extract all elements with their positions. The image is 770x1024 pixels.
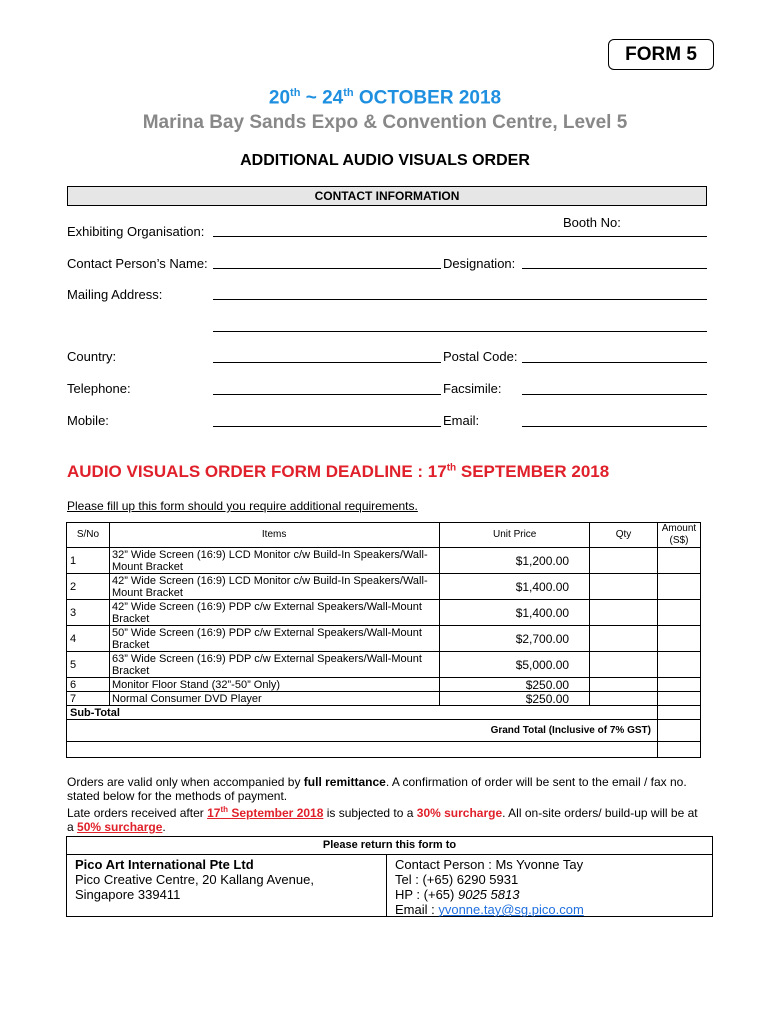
terms-text: . All on-site orders/ build-up will be at a xyxy=(67,806,698,834)
row-price: $5,000.00 xyxy=(440,652,590,678)
header-amount: Amount (S$) xyxy=(657,523,700,548)
row-amount-field[interactable] xyxy=(657,678,700,692)
row-price: $2,700.00 xyxy=(440,626,590,652)
items-table xyxy=(66,522,701,758)
row-item: 63” Wide Screen (16:9) PDP c/w External Speakers/Wall-Mount Bracket xyxy=(109,652,439,678)
row-amount-field[interactable] xyxy=(657,626,700,652)
late-date-month: September 2018 xyxy=(228,806,324,820)
table-row xyxy=(67,692,701,706)
terms-full-remittance: full remittance xyxy=(303,775,386,789)
fill-instruction: Please fill up this form should you require additional requirements. xyxy=(67,499,418,513)
hp-number: 9025 5813 xyxy=(457,887,520,902)
venue-title: Marina Bay Sands Expo & Convention Centre, Level 5 xyxy=(142,112,628,133)
subtotal-label: Sub-Total xyxy=(67,706,658,720)
mailing-address-label: Mailing Address: xyxy=(67,287,163,302)
mailing-address-field-1[interactable] xyxy=(213,299,707,300)
country-field[interactable] xyxy=(213,362,441,363)
table-row xyxy=(67,626,701,652)
row-price: $1,400.00 xyxy=(440,600,590,626)
row-amount-field[interactable] xyxy=(657,692,700,706)
row-sno: 1 xyxy=(67,548,110,574)
terms-late-surcharge: 30% surcharge xyxy=(416,806,503,820)
row-item: 32” Wide Screen (16:9) LCD Monitor c/w Build-In Speakers/Wall-Mount Bracket xyxy=(109,548,439,574)
terms-onsite-surcharge: 50% surcharge xyxy=(77,820,163,834)
blank-cell xyxy=(67,742,658,758)
email-label: Email: xyxy=(443,413,480,428)
grand-total-label: Grand Total (Inclusive of 7% GST) xyxy=(67,720,658,742)
row-price: $250.00 xyxy=(440,678,590,692)
late-date-suffix: th xyxy=(220,805,228,814)
row-price: $1,400.00 xyxy=(440,574,590,600)
table-row xyxy=(67,548,701,574)
header-unit-price: Unit Price xyxy=(440,523,590,548)
return-title: Please return this form to xyxy=(67,837,712,855)
terms-text: is subjected to a xyxy=(323,806,417,820)
row-qty-field[interactable] xyxy=(590,692,658,706)
terms-text: Orders are valid only when accompanied by xyxy=(67,775,304,789)
booth-label: Booth No: xyxy=(563,215,621,230)
telephone-label: Telephone: xyxy=(67,381,131,396)
table-row xyxy=(67,600,701,626)
telephone-field[interactable] xyxy=(213,394,441,395)
table-row xyxy=(67,652,701,678)
row-sno: 3 xyxy=(67,600,110,626)
email-field[interactable] xyxy=(522,426,707,427)
date-start-suffix: th xyxy=(290,87,301,99)
blank-amount-field[interactable] xyxy=(657,742,700,758)
row-item: Monitor Floor Stand (32”-50” Only) xyxy=(109,678,439,692)
header-qty: Qty xyxy=(590,523,658,548)
row-amount-field[interactable] xyxy=(657,548,700,574)
date-month-year: OCTOBER 2018 xyxy=(353,87,502,109)
row-sno: 7 xyxy=(67,692,110,706)
row-qty-field[interactable] xyxy=(590,626,658,652)
terms-text: . A confirmation of order will be sent to the email / fax no. stated below for the methods of payment. xyxy=(67,775,687,803)
terms-text: Late orders received after xyxy=(67,806,208,820)
grand-total-row xyxy=(67,720,701,742)
contact-person: Contact Person : Ms Yvonne Tay xyxy=(395,857,584,872)
contact-person-field[interactable] xyxy=(213,268,441,269)
date-start-day: 20 xyxy=(268,87,291,109)
contact-hp xyxy=(395,887,704,902)
table-row xyxy=(67,678,701,692)
mobile-label: Mobile: xyxy=(67,413,109,428)
orders-terms xyxy=(67,775,707,834)
event-dates xyxy=(0,87,770,109)
late-date-day: 17 xyxy=(207,806,221,820)
deadline-prefix: AUDIO VISUALS ORDER FORM DEADLINE : 17 xyxy=(67,462,447,481)
order-title: ADDITIONAL AUDIO VISUALS ORDER xyxy=(240,152,530,169)
contact-email xyxy=(395,902,704,917)
company-address-line2: Singapore 339411 xyxy=(75,887,181,902)
order-deadline xyxy=(67,462,609,482)
row-qty-field[interactable] xyxy=(590,574,658,600)
return-contact-block xyxy=(387,855,712,917)
header-items: Items xyxy=(109,523,439,548)
table-row xyxy=(67,574,701,600)
facsimile-field[interactable] xyxy=(522,394,707,395)
facsimile-label: Facsimile: xyxy=(443,381,502,396)
date-separator: ~ xyxy=(300,87,323,109)
contact-section-header: CONTACT INFORMATION xyxy=(67,186,707,206)
form-number-badge: FORM 5 xyxy=(608,39,714,70)
table-header-row xyxy=(67,523,701,548)
deadline-suffix-sup: th xyxy=(446,462,457,474)
row-price: $250.00 xyxy=(440,692,590,706)
designation-field[interactable] xyxy=(522,268,707,269)
row-price: $1,200.00 xyxy=(440,548,590,574)
row-sno: 5 xyxy=(67,652,110,678)
row-sno: 2 xyxy=(67,574,110,600)
row-amount-field[interactable] xyxy=(657,652,700,678)
row-qty-field[interactable] xyxy=(590,600,658,626)
row-item: 42” Wide Screen (16:9) LCD Monitor c/w Build-In Speakers/Wall-Mount Bracket xyxy=(109,574,439,600)
terms-late-date xyxy=(207,806,323,820)
header-sno: S/No xyxy=(67,523,110,548)
row-item: 42” Wide Screen (16:9) PDP c/w External Speakers/Wall-Mount Bracket xyxy=(109,600,439,626)
terms-text: . xyxy=(162,820,166,834)
row-item: Normal Consumer DVD Player xyxy=(109,692,439,706)
grand-total-amount-field[interactable] xyxy=(657,720,700,742)
email-prefix: Email : xyxy=(395,902,439,917)
row-qty-field[interactable] xyxy=(590,652,658,678)
hp-prefix: HP : (+65) xyxy=(395,887,458,902)
row-sno: 6 xyxy=(67,678,110,692)
row-item: 50” Wide Screen (16:9) PDP c/w External Speakers/Wall-Mount Bracket xyxy=(109,626,439,652)
country-label: Country: xyxy=(67,349,117,364)
company-name: Pico Art International Pte Ltd xyxy=(75,857,254,872)
blank-row xyxy=(67,742,701,758)
contact-tel: Tel : (+65) 6290 5931 xyxy=(395,872,519,887)
postal-code-label: Postal Code: xyxy=(443,349,518,364)
subtotal-amount-field[interactable] xyxy=(657,706,700,720)
postal-code-field[interactable] xyxy=(522,362,707,363)
date-end-day: 24 xyxy=(322,87,344,109)
date-end-suffix: th xyxy=(343,87,354,99)
row-amount-field[interactable] xyxy=(657,600,700,626)
exhibiting-org-label: Exhibiting Organisation: xyxy=(67,224,205,239)
email-link[interactable]: yvonne.tay@sg.pico.com xyxy=(438,902,584,917)
designation-label: Designation: xyxy=(443,256,516,271)
deadline-month-year: SEPTEMBER 2018 xyxy=(456,462,610,481)
return-company-block xyxy=(67,855,387,917)
contact-person-label: Contact Person’s Name: xyxy=(67,256,208,271)
row-amount-field[interactable] xyxy=(657,574,700,600)
row-qty-field[interactable] xyxy=(590,548,658,574)
exhibiting-org-field[interactable] xyxy=(213,236,707,237)
mobile-field[interactable] xyxy=(213,426,441,427)
company-address-line1: Pico Creative Centre, 20 Kallang Avenue, xyxy=(75,872,314,887)
return-info-box xyxy=(66,836,713,917)
mailing-address-field-2[interactable] xyxy=(213,331,707,332)
row-sno: 4 xyxy=(67,626,110,652)
subtotal-row xyxy=(67,706,701,720)
row-qty-field[interactable] xyxy=(590,678,658,692)
